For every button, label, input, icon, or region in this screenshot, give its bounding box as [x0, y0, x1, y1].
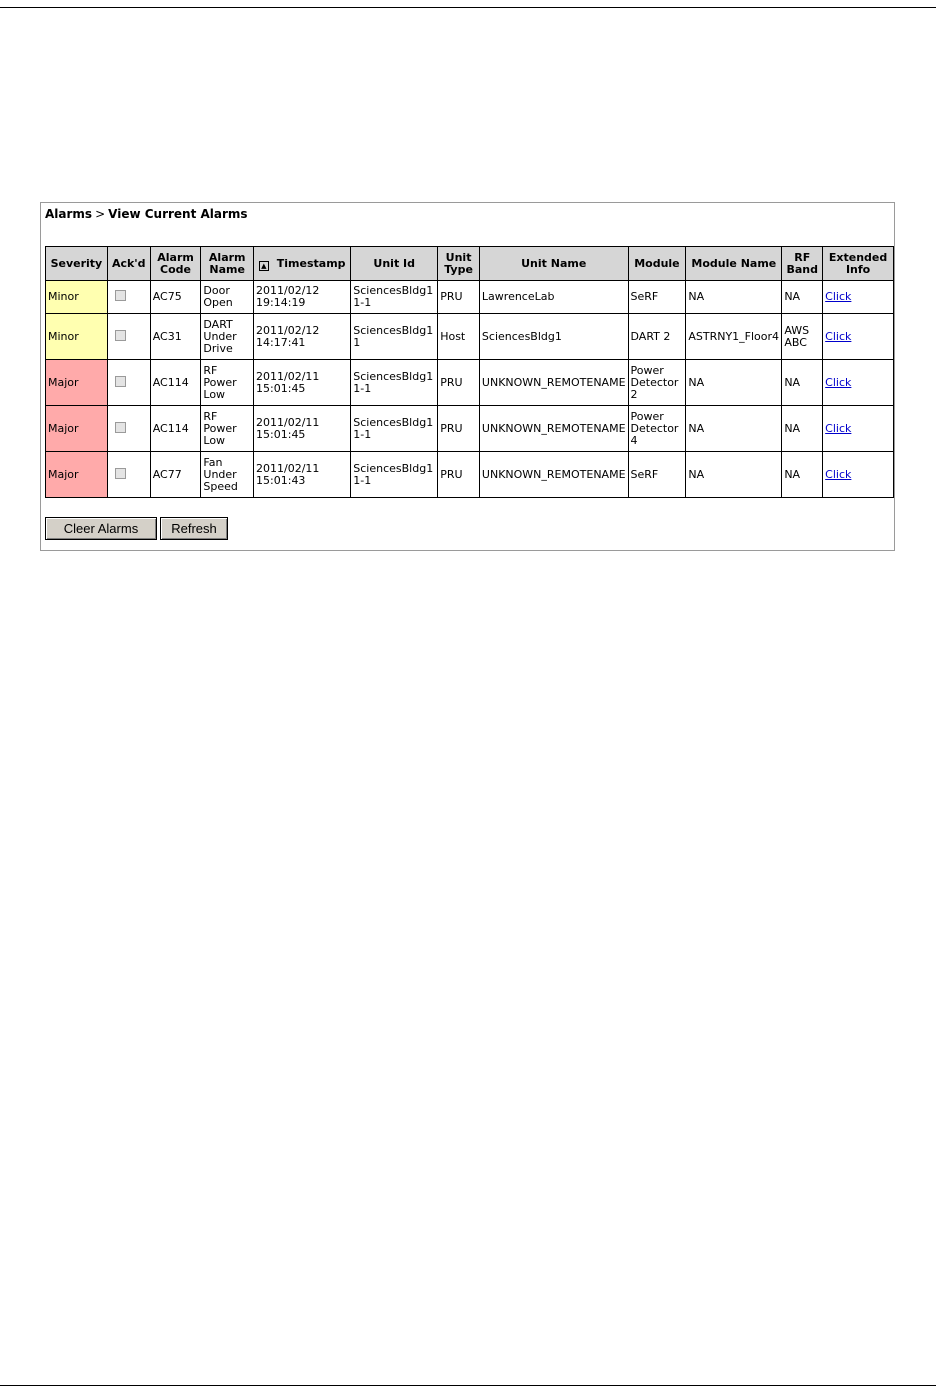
alarm-code-cell: AC31 — [150, 314, 201, 360]
alarm-name-cell: Fan Under Speed — [201, 452, 254, 498]
severity-cell: Major — [46, 406, 108, 452]
unit-type-cell: PRU — [438, 281, 480, 314]
rf-band-cell: NA — [782, 452, 823, 498]
module-name-cell: NA — [686, 406, 782, 452]
table-row — [46, 281, 894, 314]
col-header-unit-type[interactable]: Unit Type — [438, 247, 480, 281]
alarms-table — [45, 246, 894, 498]
col-header-timestamp[interactable] — [254, 247, 351, 281]
col-header-timestamp-label: Timestamp — [276, 256, 346, 270]
module-name-cell: ASTRNY1_Floor4 — [686, 314, 782, 360]
alarm-code-cell: AC75 — [150, 281, 201, 314]
col-header-ackd[interactable]: Ack'd — [107, 247, 150, 281]
rf-band-cell: AWS ABC — [782, 314, 823, 360]
table-row — [46, 360, 894, 406]
unit-name-cell: LawrenceLab — [479, 281, 628, 314]
table-row — [46, 406, 894, 452]
timestamp-cell: 2011/02/11 15:01:45 — [254, 406, 351, 452]
unit-id-cell: SciencesBldg1 1-1 — [351, 406, 438, 452]
unit-type-cell: PRU — [438, 406, 480, 452]
timestamp-cell: 2011/02/11 15:01:45 — [254, 360, 351, 406]
alarm-code-cell: AC114 — [150, 360, 201, 406]
extended-info-cell — [823, 360, 894, 406]
severity-cell: Minor — [46, 281, 108, 314]
page-top-rule — [0, 7, 936, 8]
current-alarms-panel — [40, 202, 895, 551]
table-row — [46, 452, 894, 498]
extended-info-cell — [823, 314, 894, 360]
ack-checkbox[interactable] — [115, 330, 126, 341]
unit-name-cell: SciencesBldg1 — [479, 314, 628, 360]
alarm-name-cell: DART Under Drive — [201, 314, 254, 360]
clear-alarms-button[interactable]: Cleer Alarms — [45, 517, 157, 540]
alarm-name-cell: RF Power Low — [201, 406, 254, 452]
timestamp-cell: 2011/02/12 14:17:41 — [254, 314, 351, 360]
col-header-module[interactable]: Module — [628, 247, 686, 281]
severity-cell: Major — [46, 452, 108, 498]
ack-cell — [107, 360, 150, 406]
unit-id-cell: SciencesBldg1 1 — [351, 314, 438, 360]
extended-info-link[interactable]: Click — [825, 421, 852, 435]
alarm-name-cell: Door Open — [201, 281, 254, 314]
module-cell: SeRF — [628, 452, 686, 498]
alarm-code-cell: AC77 — [150, 452, 201, 498]
col-header-unit-id[interactable]: Unit Id — [351, 247, 438, 281]
unit-name-cell: UNKNOWN_REMOTENAME — [479, 360, 628, 406]
unit-type-cell: PRU — [438, 360, 480, 406]
module-cell: Power Detector 4 — [628, 406, 686, 452]
breadcrumb — [45, 207, 248, 221]
ack-checkbox[interactable] — [115, 468, 126, 479]
ack-cell — [107, 314, 150, 360]
unit-id-cell: SciencesBldg1 1-1 — [351, 360, 438, 406]
unit-id-cell: SciencesBldg1 1-1 — [351, 452, 438, 498]
timestamp-cell: 2011/02/11 15:01:43 — [254, 452, 351, 498]
module-cell: SeRF — [628, 281, 686, 314]
timestamp-cell: 2011/02/12 19:14:19 — [254, 281, 351, 314]
col-header-unit-name[interactable]: Unit Name — [479, 247, 628, 281]
ack-cell — [107, 406, 150, 452]
extended-info-link[interactable]: Click — [825, 290, 852, 303]
table-header-row — [46, 247, 894, 281]
unit-name-cell: UNKNOWN_REMOTENAME — [479, 406, 628, 452]
module-name-cell: NA — [686, 360, 782, 406]
rf-band-cell: NA — [782, 360, 823, 406]
extended-info-link[interactable]: Click — [825, 467, 852, 481]
col-header-severity[interactable]: Severity — [46, 247, 108, 281]
module-name-cell: NA — [686, 452, 782, 498]
extended-info-cell — [823, 452, 894, 498]
col-header-extended-info[interactable]: Extended Info — [823, 247, 894, 281]
unit-type-cell: Host — [438, 314, 480, 360]
col-header-rf-band[interactable]: RF Band — [782, 247, 823, 281]
refresh-button[interactable]: Refresh — [160, 517, 228, 540]
table-row — [46, 314, 894, 360]
breadcrumb-separator: > — [95, 207, 106, 221]
ack-cell — [107, 452, 150, 498]
unit-type-cell: PRU — [438, 452, 480, 498]
page-bottom-rule — [0, 1385, 936, 1386]
ack-checkbox[interactable] — [115, 376, 126, 387]
breadcrumb-page: View Current Alarms — [108, 207, 248, 221]
unit-name-cell: UNKNOWN_REMOTENAME — [479, 452, 628, 498]
extended-info-link[interactable]: Click — [825, 375, 852, 389]
ack-checkbox[interactable] — [115, 422, 126, 433]
extended-info-cell — [823, 281, 894, 314]
ack-checkbox[interactable] — [115, 290, 126, 301]
alarm-code-cell: AC114 — [150, 406, 201, 452]
rf-band-cell: NA — [782, 281, 823, 314]
module-name-cell: NA — [686, 281, 782, 314]
unit-id-cell: SciencesBldg1 1-1 — [351, 281, 438, 314]
ack-cell — [107, 281, 150, 314]
col-header-alarm-name[interactable]: Alarm Name — [201, 247, 254, 281]
extended-info-cell — [823, 406, 894, 452]
extended-info-link[interactable]: Click — [825, 329, 852, 343]
col-header-alarm-code[interactable]: Alarm Code — [150, 247, 201, 281]
breadcrumb-section[interactable]: Alarms — [45, 207, 93, 221]
severity-cell: Major — [46, 360, 108, 406]
alarm-name-cell: RF Power Low — [201, 360, 254, 406]
module-cell: DART 2 — [628, 314, 686, 360]
rf-band-cell: NA — [782, 406, 823, 452]
module-cell: Power Detector 2 — [628, 360, 686, 406]
sort-ascending-icon[interactable]: ▲ — [259, 261, 269, 271]
severity-cell: Minor — [46, 314, 108, 360]
col-header-module-name[interactable]: Module Name — [686, 247, 782, 281]
